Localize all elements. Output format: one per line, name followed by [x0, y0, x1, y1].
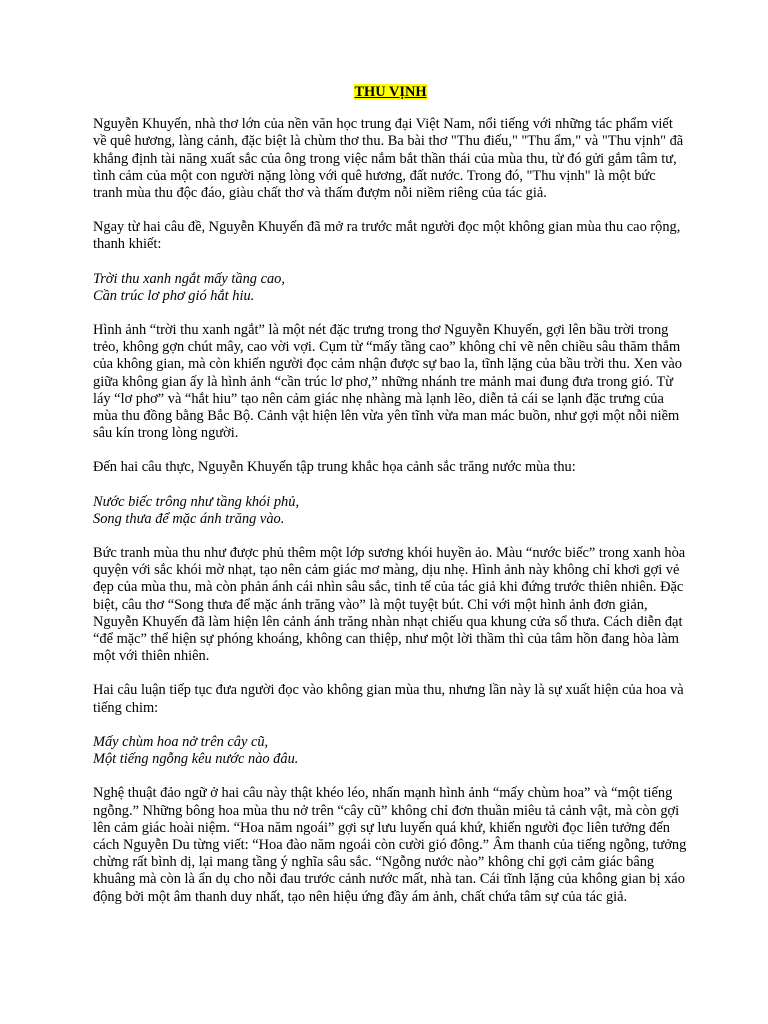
poem-excerpt-1: [93, 271, 688, 305]
document-title-text: THU VỊNH: [354, 84, 427, 100]
paragraph-opening-verses: Ngay từ hai câu đề, Nguyễn Khuyến đã mở ra trước mắt người đọc một không gian mùa thu cao rộng, thanh khiết:: [93, 219, 681, 253]
poem-line: Mấy chùm hoa nở trên cây cũ,: [93, 733, 269, 750]
poem-line: Một tiếng ngỗng kêu nước nào đâu.: [93, 751, 299, 768]
paragraph-intro: Nguyễn Khuyến, nhà thơ lớn của nền văn học trung đại Việt Nam, nổi tiếng với những tác phẩm viết về quê hương, làng cảnh, đặc biệt là chùm thơ thu. Ba bài thơ "Thu điếu," "Thu ẩm," và "Thu vịnh" đã khẳng định tài năng xuất sắc của ông trong việc nắm bắt thần thái của mùa thu, từ đó gửi gắm tâm tư, tình cảm của một con người nặng lòng với quê hương, đất nước. Trong đó, "Thu vịnh" là một bức tranh mùa thu độc đáo, giàu chất thơ và thấm đượm nỗi niềm riêng của tác giả.: [93, 116, 684, 202]
poem-line: Nước biếc trông như tầng khói phủ,: [93, 493, 300, 510]
paragraph-inversion-analysis: Nghệ thuật đảo ngữ ở hai câu này thật khéo léo, nhấn mạnh hình ảnh “mấy chùm hoa” và “một tiếng ngỗng.” Những bông hoa mùa thu nở trên “cây cũ” không chỉ đơn thuần miêu tả cảnh vật, mà còn gợi lên cảm giác hoài niệm. “Hoa năm ngoái” gợi sự lưu luyến quá khứ, khiến người đọc liên tưởng đến cách Nguyễn Du từng viết: “Hoa đào năm ngoái còn cười gió đông.” Âm thanh của tiếng ngỗng, tưởng chừng rất bình dị, lại mang tầng ý nghĩa sâu sắc. “Ngỗng nước nào” không chỉ gợi cảm giác bâng khuâng mà còn là ẩn dụ cho nỗi đau trước cảnh nước mất, nhà tan. Cái tĩnh lặng của không gian bị xáo động bởi một âm thanh duy nhất, tạo nên hiệu ứng đầy ám ảnh, chất chứa tâm sự của tác giả.: [93, 785, 687, 905]
document-page: [93, 84, 688, 923]
paragraph-argument-verses: Hai câu luận tiếp tục đưa người đọc vào không gian mùa thu, nhưng lần này là sự xuất hiện của hoa và tiếng chim:: [93, 682, 684, 716]
poem-excerpt-3: [93, 734, 688, 768]
paragraph-real-verses: Đến hai câu thực, Nguyễn Khuyến tập trung khắc họa cảnh sắc trăng nước mùa thu:: [93, 459, 576, 476]
paragraph-moon-analysis: Bức tranh mùa thu như được phủ thêm một lớp sương khói huyền ảo. Màu “nước biếc” trong xanh hòa quyện với sắc khói mờ nhạt, tạo nên cảm giác mơ màng, dịu nhẹ. Hình ảnh này không chỉ khơi gợi vẻ đẹp của mùa thu, mà còn phản ánh cái nhìn sâu sắc, tinh tế của tác giả khi đứng trước thiên nhiên. Đặc biệt, câu thơ “Song thưa để mặc ánh trăng vào” là một tuyệt bút. Chỉ với một hình ảnh đơn giản, Nguyễn Khuyến đã làm hiện lên cảnh ánh trăng nhàn nhạt chiếu qua khung cửa sổ thưa. Cách diễn đạt “để mặc” thể hiện sự phóng khoáng, không can thiệp, như một lời thầm thì của tâm hồn đang hòa làm một với thiên nhiên.: [93, 545, 686, 665]
poem-line: Song thưa để mặc ánh trăng vào.: [93, 510, 285, 527]
poem-excerpt-2: [93, 494, 688, 528]
poem-line: Cần trúc lơ phơ gió hắt hiu.: [93, 287, 255, 304]
poem-line: Trời thu xanh ngắt mấy tầng cao,: [93, 270, 285, 287]
paragraph-sky-analysis: Hình ảnh “trời thu xanh ngắt” là một nét đặc trưng trong thơ Nguyễn Khuyến, gợi lên bầu trời trong trẻo, không gợn chút mây, cao vời vợi. Cụm từ “mấy tầng cao” không chỉ vẽ nên chiều sâu thăm thẳm của không gian, mà còn khiến người đọc cảm nhận được sự bao la, tĩnh lặng của bầu trời thu. Xen vào giữa không gian ấy là hình ảnh “cần trúc lơ phơ,” những nhánh tre mảnh mai đung đưa trong gió. Từ láy “lơ phơ” và “hắt hiu” tạo nên cảm giác nhẹ nhàng mà lạnh lẽo, diễn tả cái se lạnh đặc trưng của mùa thu đồng bằng Bắc Bộ. Cảnh vật hiện lên vừa yên tĩnh vừa man mác buồn, như gợi một nỗi niềm sâu kín trong lòng người.: [93, 322, 682, 442]
document-title: [93, 84, 688, 101]
